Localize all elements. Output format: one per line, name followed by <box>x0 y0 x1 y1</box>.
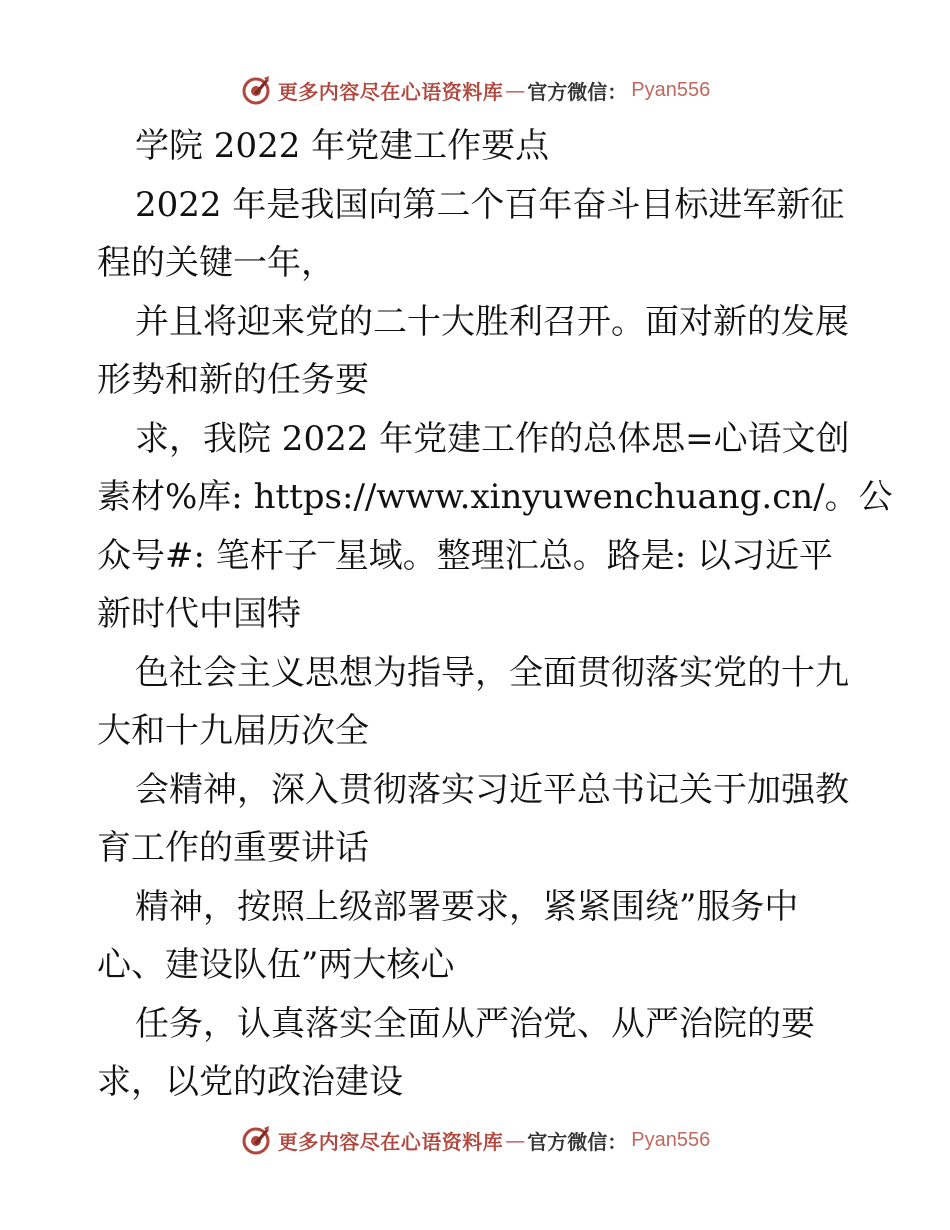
paragraph-1 <box>97 176 857 293</box>
text-line: 色社会主义思想为指导，全面贯彻落实党的十九 <box>135 652 849 693</box>
paragraph-2 <box>97 293 857 410</box>
text-line: 大和十九届历次全 <box>97 711 369 751</box>
text-line: 会精神，深入贯彻落实习近平总书记关于加强教 <box>135 769 849 810</box>
text-line: 众号#: 笔杆子‾星域。整理汇总。路是: 以习近平 <box>97 535 834 576</box>
quill-circle-logo-icon <box>240 74 272 106</box>
banner-separator: — <box>505 78 526 102</box>
header-watermark-banner <box>0 70 950 110</box>
text-line: 精神，按照上级部署要求，紧紧围绕”服务中 <box>135 886 799 927</box>
banner-separator: — <box>505 1128 526 1152</box>
banner-brand-text: 更多内容尽在心语资料库 <box>277 1129 504 1154</box>
text-line: 程的关键一年， <box>97 243 335 283</box>
text-line: 任务，认真落实全面从严治党、从严治院的要 <box>135 1003 815 1044</box>
text-line: 素材%库: https://www.xinyuwenchuang.cn/。公 <box>97 477 893 517</box>
banner-wechat-handle: Pyan556 <box>631 78 711 101</box>
quill-circle-logo-icon <box>240 1124 272 1156</box>
text-line: 2022 年是我国向第二个百年奋斗目标进军新征 <box>135 184 845 225</box>
banner-wechat-handle: Pyan556 <box>631 1128 711 1151</box>
text-line: 新时代中国特 <box>97 594 301 634</box>
paragraph-6 <box>97 878 857 995</box>
paragraph-4 <box>97 644 857 761</box>
document-title <box>97 117 857 176</box>
text-line: 并且将迎来党的二十大胜利召开。面对新的发展 <box>135 301 849 342</box>
text-line: 育工作的重要讲话 <box>97 828 369 868</box>
banner-brand-text: 更多内容尽在心语资料库 <box>277 79 504 104</box>
banner-wechat-label: 官方微信： <box>527 79 628 104</box>
paragraph-7 <box>97 995 857 1112</box>
document-body <box>97 117 893 1112</box>
footer-watermark-banner <box>0 1120 950 1160</box>
paragraph-5 <box>97 761 857 878</box>
text-line: 求，以党的政治建设 <box>97 1062 403 1102</box>
text-line: 心、建设队伍”两大核心 <box>97 945 455 985</box>
text-line: 形势和新的任务要 <box>97 360 369 400</box>
banner-wechat-label: 官方微信： <box>527 1129 628 1154</box>
paragraph-3 <box>97 410 893 644</box>
text-line: 求，我院 2022 年党建工作的总体思=心语文创 <box>135 418 850 459</box>
title-line: 学院 2022 年党建工作要点 <box>135 126 550 166</box>
